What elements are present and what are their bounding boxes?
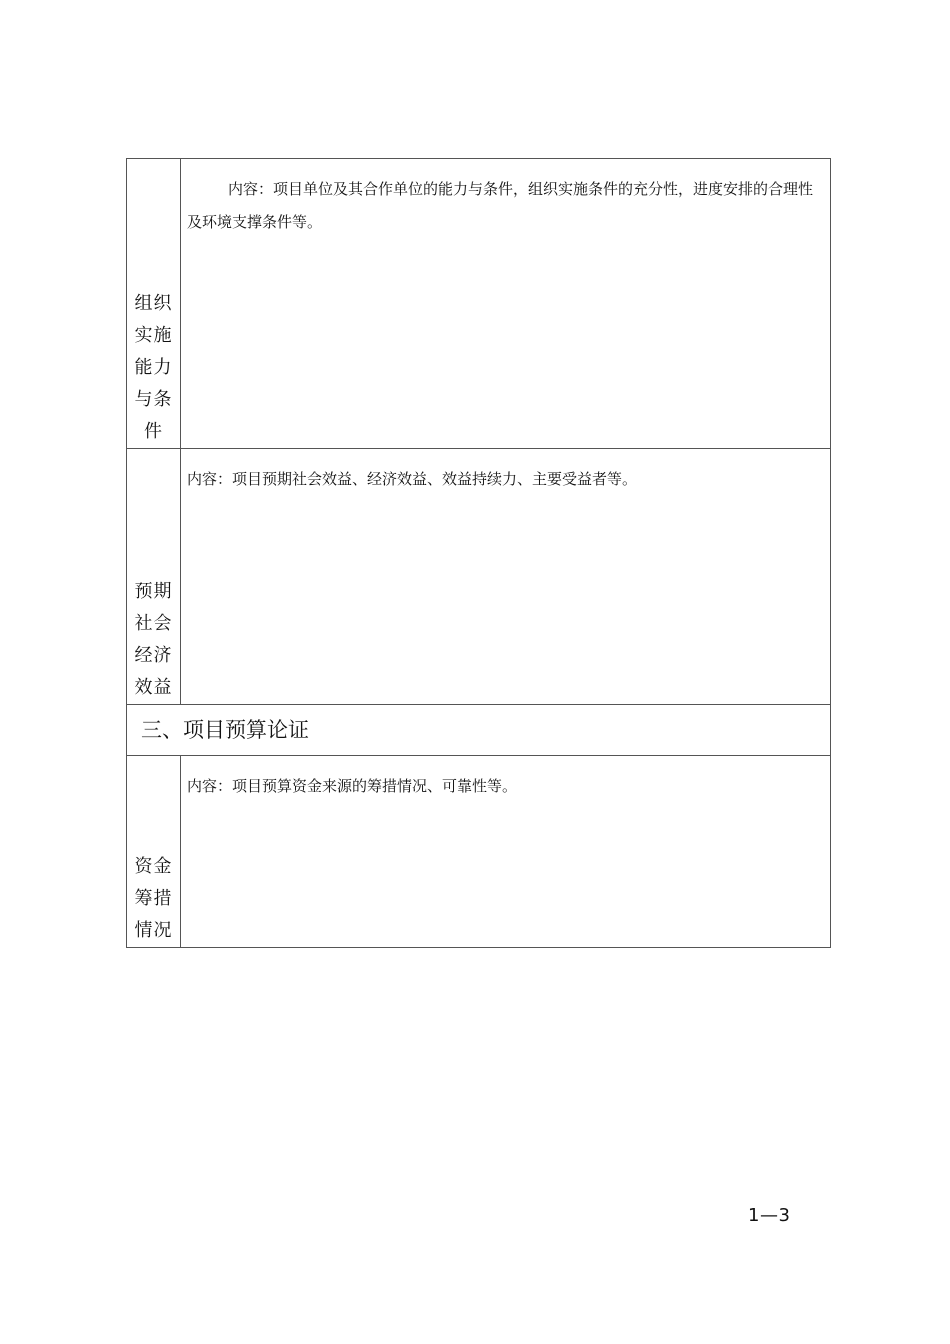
form-row-benefits: [127, 449, 831, 705]
section-title: 三、项目预算论证: [127, 705, 831, 756]
project-form-table: [126, 158, 831, 948]
row-label-cell: [127, 756, 181, 948]
section-header-row: [127, 705, 831, 756]
page-number: 1—3: [748, 1205, 791, 1226]
row-content-cell: [181, 159, 831, 449]
row-content-cell: [181, 449, 831, 705]
form-row-funding: [127, 756, 831, 948]
row-label-funding: 资金筹措情况: [134, 856, 173, 941]
row-label-benefits: 预期社会经济效益: [134, 581, 173, 698]
row-label-cell: [127, 159, 181, 449]
row-label-implementation: 组织实施能力与条件: [134, 293, 173, 442]
row-content-funding: 内容：项目预算资金来源的筹措情况、可靠性等。: [187, 777, 518, 795]
row-label-cell: [127, 449, 181, 705]
row-content-cell: [181, 756, 831, 948]
row-content-benefits: 内容：项目预期社会效益、经济效益、效益持续力、主要受益者等。: [187, 470, 638, 488]
form-row-implementation: [127, 159, 831, 449]
row-content-implementation: 内容：项目单位及其合作单位的能力与条件，组织实施条件的充分性，进度安排的合理性及环境支撑条件等。: [187, 180, 814, 231]
